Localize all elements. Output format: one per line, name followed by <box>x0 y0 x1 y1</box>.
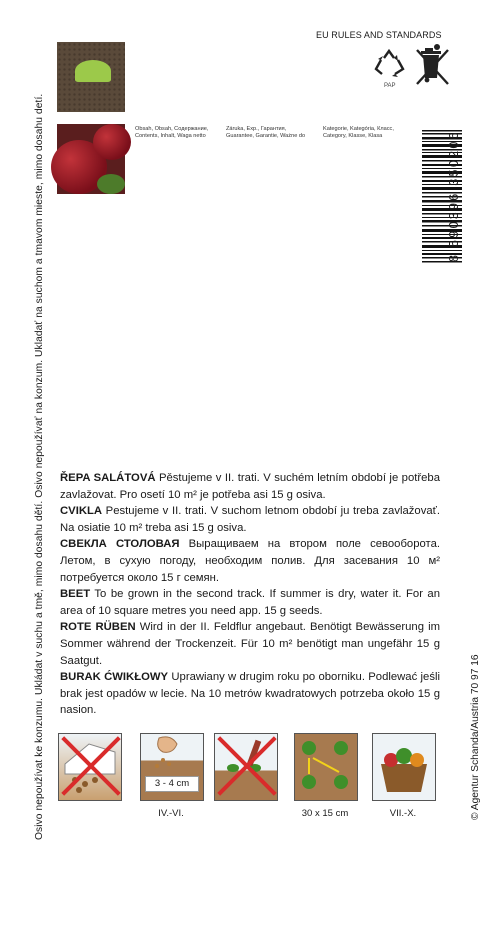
sowing-depth-label: 3 - 4 cm <box>145 776 199 792</box>
description-cz: ŘEPA SALÁTOVÁ Pěstujeme v II. trati. V suchém letním období je potřeba zavlažovat. Pro osetí 10 m² je potřeba asi 15 g osiva. <box>60 472 440 501</box>
no-transplant-pictogram <box>214 733 278 801</box>
eu-rules-title: EU RULES AND STANDARDS <box>316 30 442 40</box>
sowing-months: IV.-VI. <box>158 808 184 819</box>
variety-descriptions <box>60 470 440 719</box>
guarantee-label: Záruka, Exp., Гарантия, Guarantee, Garantie, Ważne do <box>226 126 306 140</box>
greenhouse-icon <box>59 734 121 800</box>
description-sk: CVIKLA Pestujeme v II. trati. V suchom letnom období ju treba zavlažovať. Na osiatie 10 m² treba asi 15 g osiva. <box>60 505 440 534</box>
seedling-transplant-icon <box>215 734 277 800</box>
spacing-label: 30 x 15 cm <box>301 808 349 819</box>
no-greenhouse-pictogram <box>58 733 122 801</box>
description-en: BEET To be grown in the second track. If summer is dry, water it. For an area of 10 square metres you need app. 15 g seeds. <box>60 588 440 617</box>
category-label: Kategorie, Kategória, Класс, Category, Klasse, Klasa <box>323 126 394 140</box>
sowing-depth-pictogram <box>140 733 204 801</box>
description-de: ROTE RÜBEN Wird in der II. Feldflur angebaut. Benötigt Bewässerung im Sommer während der Trockenzeit. Für 10 m² benötigt man ungefähr 15 g Saatgut. <box>60 621 441 667</box>
spacing-pictogram <box>294 733 358 801</box>
recycle-label: PAP <box>384 83 396 89</box>
plant-spacing-icon <box>295 734 357 800</box>
contents-label: Obsah, Obsah, Содержание, Contents, Inhalt, Waga netto <box>135 126 209 140</box>
description-pl: BURAK ĆWIKŁOWY Uprawiany w drugim roku po oborniku. Podlewać jeśli brak jest opadów w lecie. Na 10 metrów kwadratowych potrzeba około 15 g nasion. <box>60 671 440 717</box>
harvest-pictogram <box>372 733 436 801</box>
recycle-icon <box>372 48 408 80</box>
crossed-bin-icon <box>414 42 454 88</box>
seedling-photo <box>57 42 125 112</box>
storage-instructions-vertical: Osivo nepoužívat ke konzumu. Ukládat v suchu a tmě, mimo dosahu dětí. Osivo nepoužívať na konzum. Ukladať na suchom a tmavom mieste, mimo dosahu detí. <box>34 93 45 840</box>
hand-sowing-icon <box>141 734 203 774</box>
beet-photo <box>57 124 125 194</box>
harvest-months: VII.-X. <box>389 808 417 819</box>
copyright-vertical: © Agentur Schanda/Austria 70 97 16 <box>470 654 481 820</box>
description-ru: СВЕКЛА СТОЛОВАЯ Выращиваем на втором поле севооборота. Летом, в сухую погоду, необходим полив. Для засевания 10 м² потребуется около 15 г семян. <box>60 538 440 584</box>
vegetable-basket-icon <box>373 734 435 800</box>
barcode-number: 8 590396 350206 <box>447 130 461 262</box>
